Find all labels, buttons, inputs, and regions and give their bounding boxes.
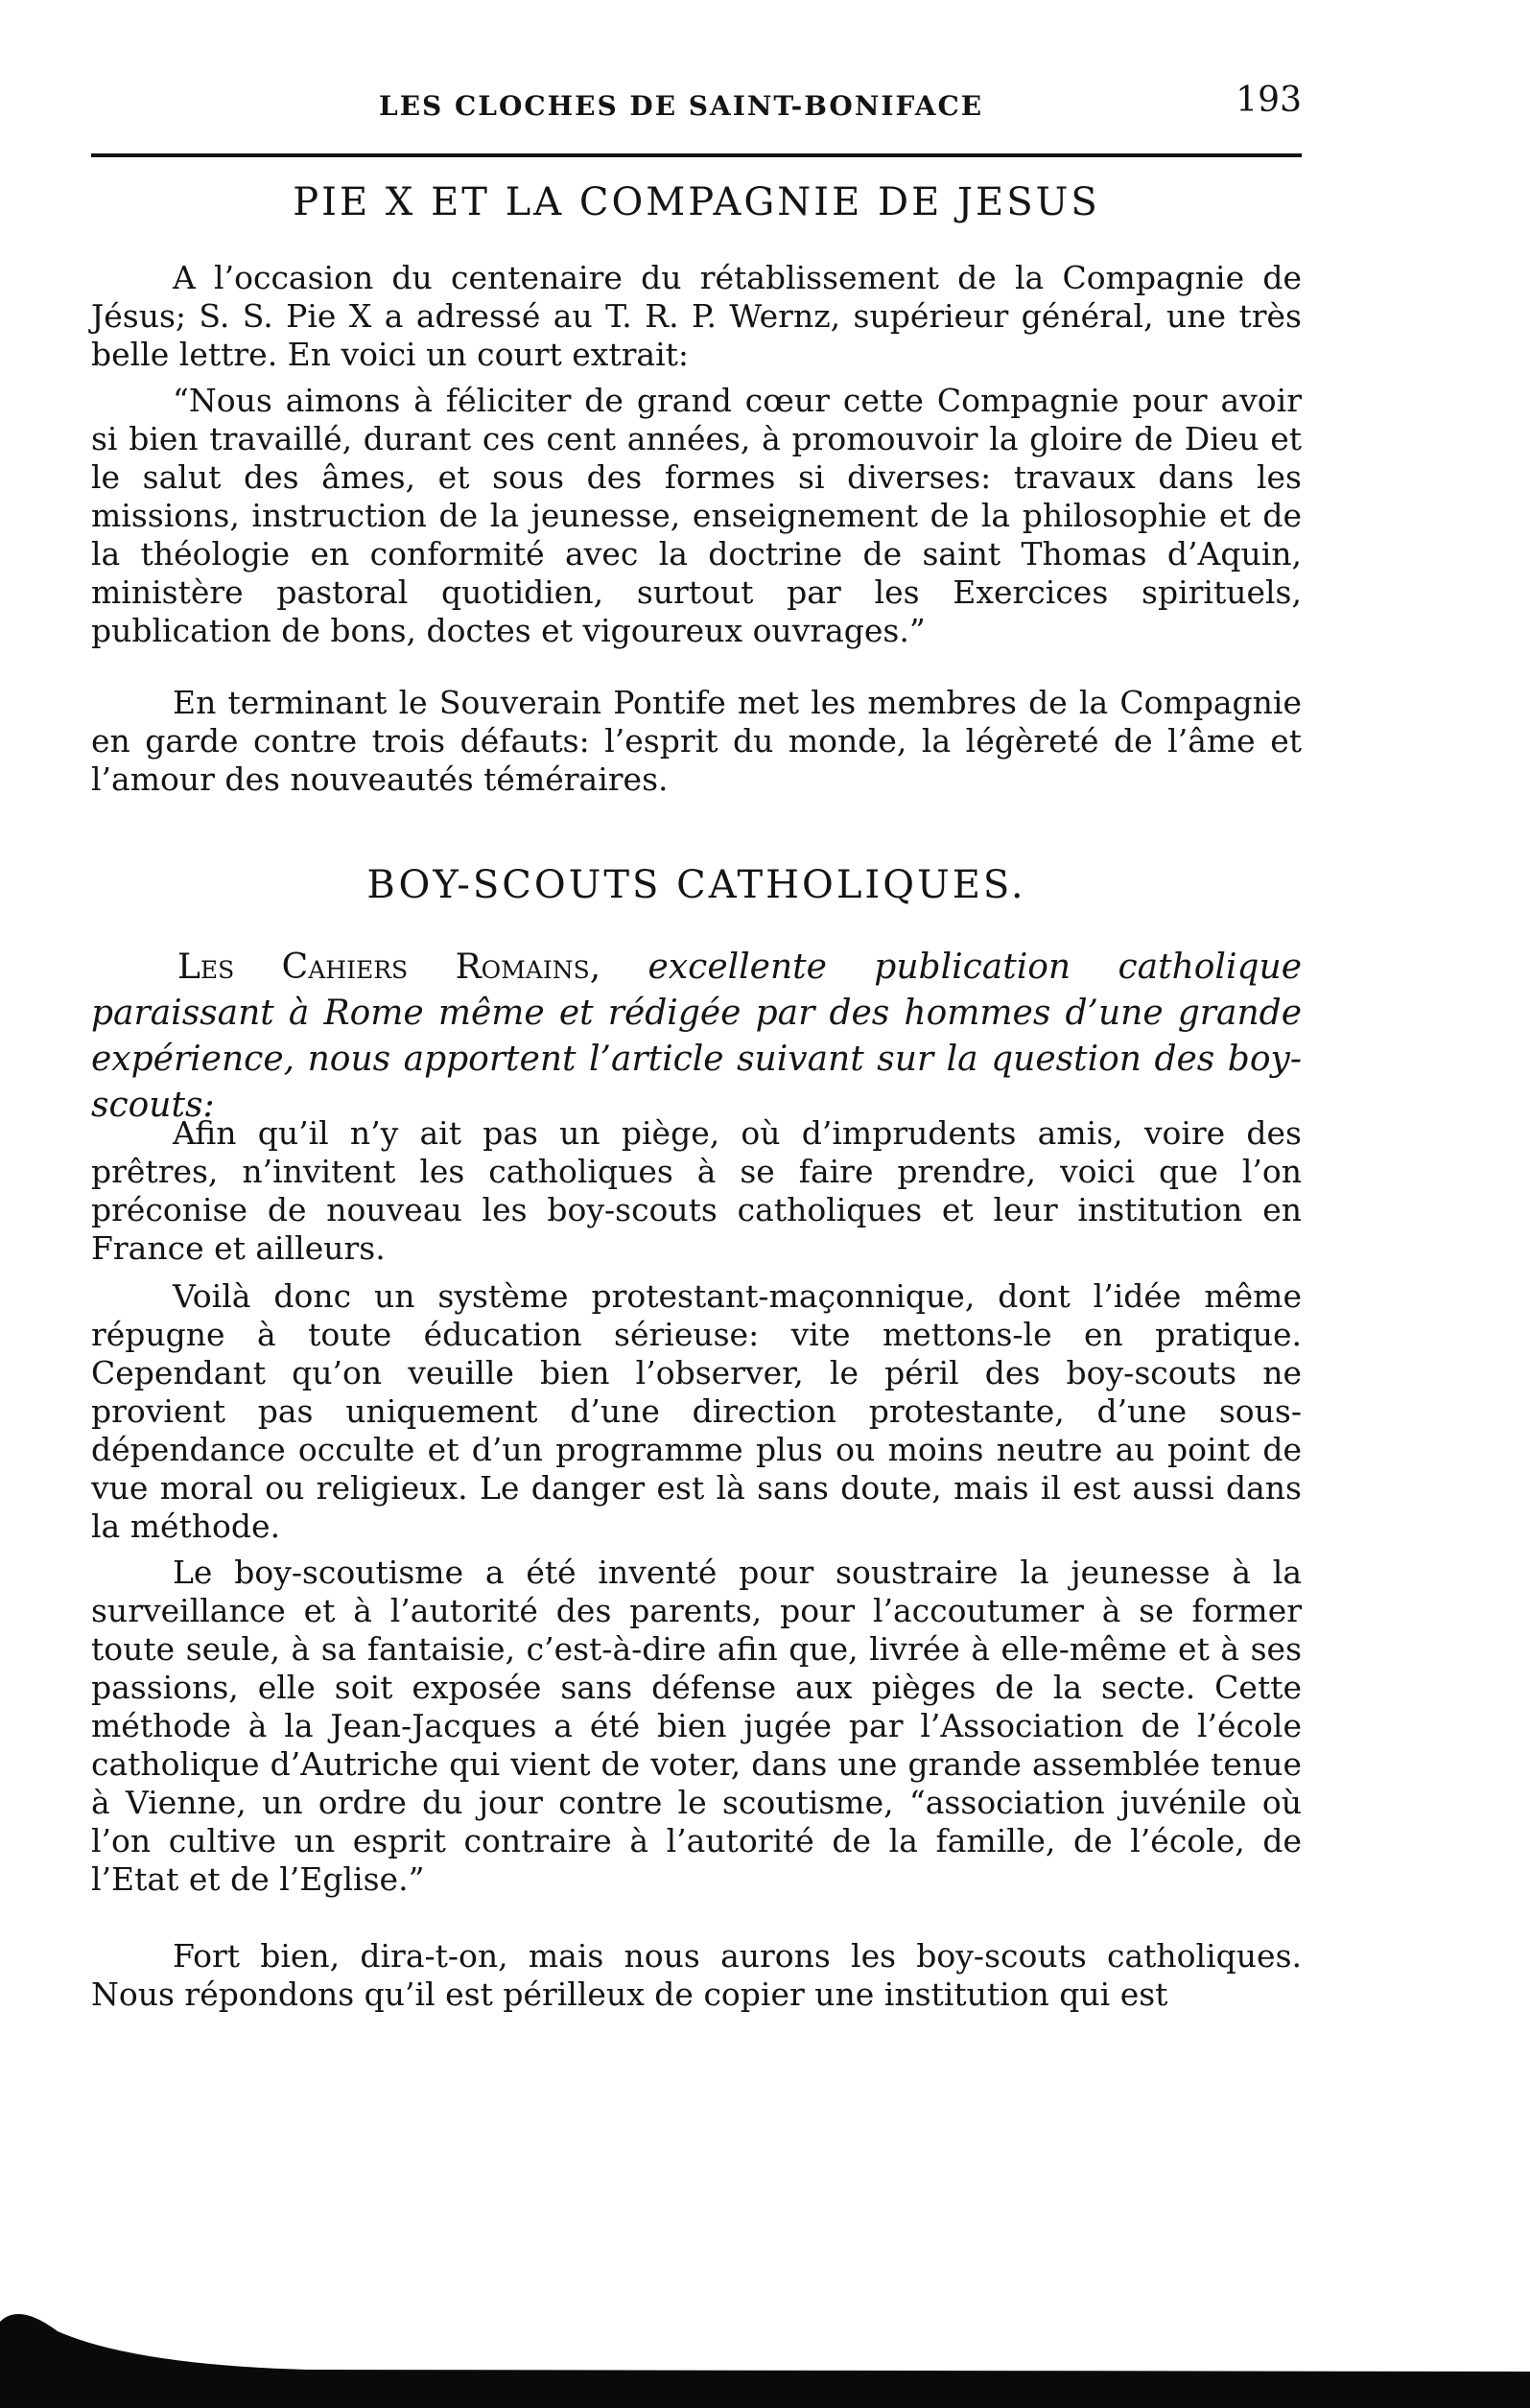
page-number: 193 [1236, 81, 1302, 120]
quoted-paragraph: “Nous aimons à féliciter de grand cœur cette Compagnie pour avoir si bien travaillé, durant ces cent années, à promouvoir la gloire de Dieu et le salut des âmes, et sous des formes si diverses: travaux dans les missions, instruction de la jeunesse, enseignement de la philosophie et de la théologie en conformité avec la doctrine de saint Thomas d’Aquin, ministère pastoral quotidien, surtout par les Exercices spirituels, publication de bons, doctes et vigoureux ouvrages.” [91, 382, 1302, 649]
header-rule [91, 153, 1302, 157]
page-header [91, 77, 1302, 134]
intro-paragraph [91, 945, 1302, 1129]
paragraph: Afin qu’il n’y ait pas un piège, où d’imprudents amis, voire des prêtres, n’invitent les catholiques à se faire prendre, voici que l’on préconise de nouveau les boy-scouts catholiques et leur institution en France et ailleurs. [91, 1114, 1302, 1267]
section-title-pie-x: PIE X ET LA COMPAGNIE DE JESUS [293, 180, 1100, 224]
paragraph: Le boy-scoutisme a été inventé pour soustraire la jeunesse à la surveillance et à l’autorité des parents, pour l’accoutumer à se former toute seule, à sa fantaisie, c’est-à-dire afin que, livrée à elle-même et à ses passions, elle soit exposée sans défense aux pièges de la secte. Cette méthode à la Jean-Jacques a été bien jugée par l’Association de l’école catholique d’Autriche qui vient de voter, dans une grande assemblée tenue à Vienne, un ordre du jour contre le scoutisme, “association juvénile où l’on cultive un esprit contraire à l’autorité de la famille, de l’école, de l’Etat et de l’Eglise.” [91, 1554, 1302, 1898]
scan-dark-edge [0, 2303, 1530, 2408]
paragraph: Voilà donc un système protestant-maçonnique, dont l’idée même répugne à toute éducation sérieuse: vite mettons-le en pratique. Cependant qu’on veuille bien l’observer, le péril des boy-scouts ne provient pas uniquement d’une direction protestante, d’une sous-dépendance occulte et d’un programme plus ou moins neutre au point de vue moral ou religieux. Le danger est là sans doute, mais il est aussi dans la méthode. [91, 1277, 1302, 1545]
publication-name: Les Cahiers Romains, [177, 947, 601, 987]
paragraph: En terminant le Souverain Pontife met les membres de la Compagnie en garde contre trois défauts: l’esprit du monde, la légèreté de l’âme et l’amour des nouveautés téméraires. [91, 684, 1302, 798]
paragraph: Fort bien, dira-t-on, mais nous aurons les boy-scouts catholiques. Nous répondons qu’il est périlleux de copier une institution qui est [91, 1937, 1302, 2013]
running-title: LES CLOCHES DE SAINT-BONIFACE [379, 90, 984, 122]
intro-text: excellente publication catholique paraissant à Rome même et rédigée par des hommes d’une grande expérience, nous apportent l’article suivant sur la question des boy-scouts: [91, 947, 1302, 1125]
paragraph: A l’occasion du centenaire du rétablissement de la Compagnie de Jésus; S. S. Pie X a adressé au T. R. P. Wernz, supérieur général, une très belle lettre. En voici un court extrait: [91, 259, 1302, 373]
section-title-boy-scouts: BOY-SCOUTS CATHOLIQUES. [366, 863, 1026, 907]
